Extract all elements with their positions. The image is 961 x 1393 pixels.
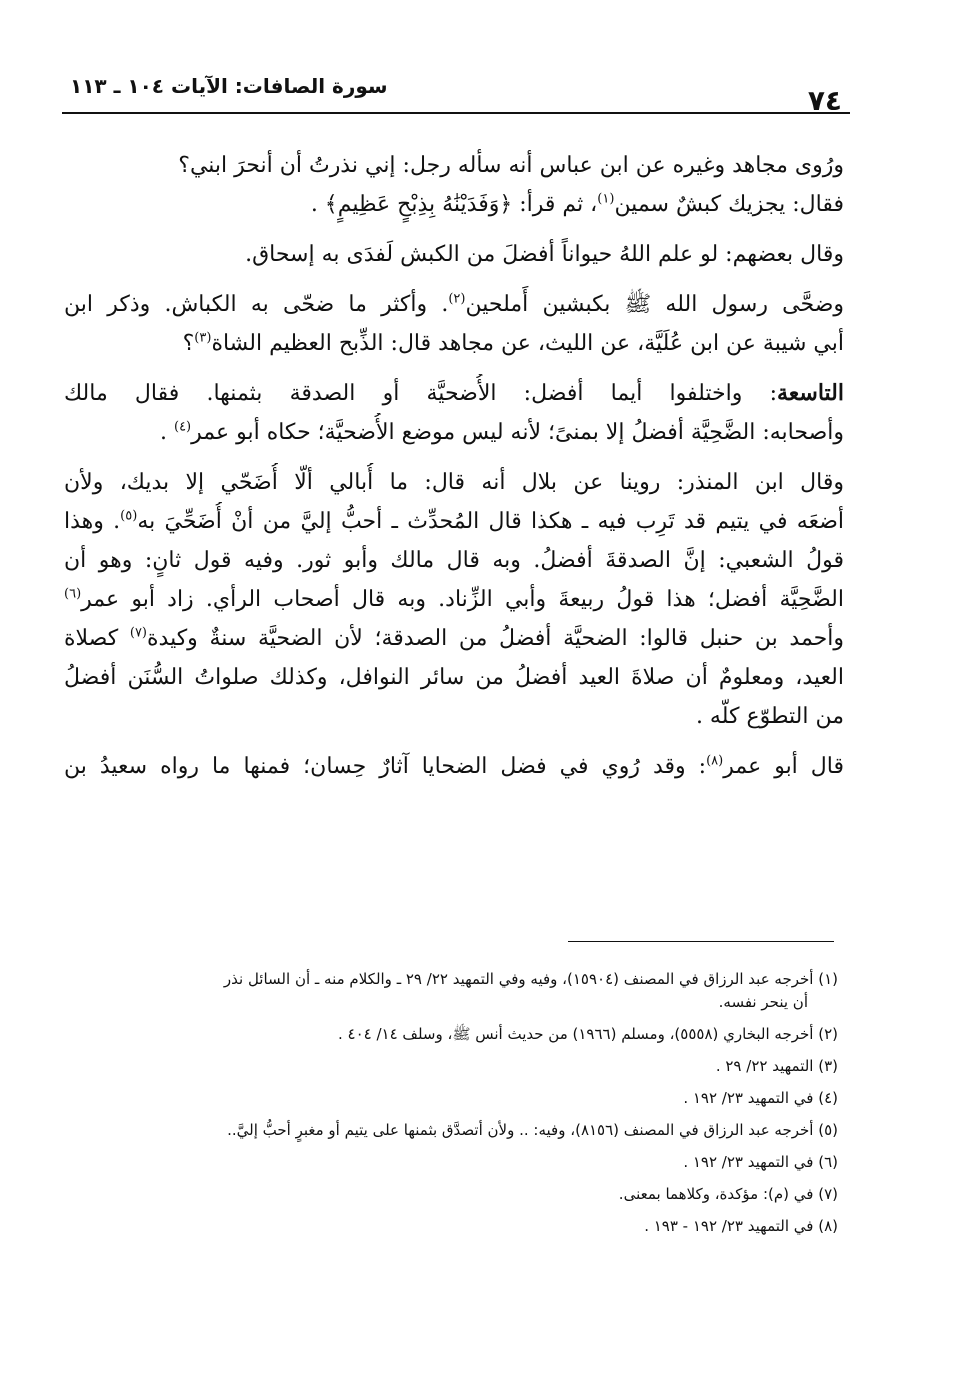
footnote-line: (٨) في التمهيد ٢٣/ ١٩٢ - ١٩٣ . xyxy=(644,1217,838,1235)
text-line xyxy=(64,413,844,452)
footnote-ref: (٢) xyxy=(448,291,466,307)
footnote xyxy=(76,1055,838,1078)
footnote-ref: (٦) xyxy=(64,586,82,602)
footnote-ref: (٨) xyxy=(706,753,724,769)
line-text: العيد، ومعلومٌ أن صلاةَ العيد أفضلُ من سائر النوافل، وكذلك صلواتُ السُّنَن أفضلُ xyxy=(64,665,844,690)
text-line xyxy=(64,580,844,619)
line-text-cont: . وهذا xyxy=(64,509,121,534)
page-number: ٧٤ xyxy=(807,84,842,117)
line-text-cont: كصلاة xyxy=(64,626,130,651)
footnote-line: (١) أخرجه عبد الرزاق في المصنف (١٥٩٠٤)، وفيه وفي التمهيد ٢٢/ ٢٩ ـ والكلام منه ـ أن السائل نذر xyxy=(223,970,838,988)
line-text-cont: . وأكثر ما ضحّى به الكباش. وذكر ابن xyxy=(64,292,449,317)
footnote-line: (٦) في التمهيد ٢٣/ ١٩٢ . xyxy=(683,1153,838,1171)
text-line xyxy=(64,541,844,580)
footnote-line: (٤) في التمهيد ٢٣/ ١٩٢ . xyxy=(683,1089,838,1107)
line-text: وضحَّى رسول الله ﷺ بكبشين أَملحين xyxy=(465,292,844,317)
text-line xyxy=(64,697,844,736)
footnote-ref: (٧) xyxy=(129,625,147,641)
line-text: قال أبو عمر xyxy=(723,754,844,779)
footnote-ref: (٤) xyxy=(173,419,192,435)
footnote-ref: (٣) xyxy=(194,330,212,346)
line-text-cont: ، ثم قرأ: ﴿وَفَدَيْنَٰهُ بِذِبْحٍ عَظِيمٍ﴾ . xyxy=(310,192,598,217)
line-text: : واختلفوا أيما أفضل: الأُضحيَّة أو الصدقة بثمنها. فقال مالك xyxy=(64,381,777,406)
footnote xyxy=(76,968,838,1014)
line-text: قولُ الشعبي: إنَّ الصدقةَ أفضلُ. وبه قال مالك وأبو ثور. وفيه قول ثانٍ: وهو أن xyxy=(64,548,844,573)
text-line xyxy=(64,463,844,502)
line-text-cont: . xyxy=(159,420,174,445)
footnote-ref: (٥) xyxy=(120,508,138,524)
line-text: أبي شيبة عن ابن عُلَيَّة، عن الليث، عن مجاهد قال: الذِّبح العظيم الشاة xyxy=(211,331,844,356)
line-text: فقال: يجزيك كبشٌ سمين xyxy=(614,192,844,217)
text-line xyxy=(64,146,844,185)
footnote xyxy=(76,1183,838,1206)
line-text: ورُوى مجاهد وغيره عن ابن عباس أنه سأله رجل: إني نذرتُ أن أنحرَ ابني؟ xyxy=(178,153,844,178)
text-line xyxy=(64,235,844,274)
footnote-line: (٣) التمهيد ٢٢/ ٢٩ . xyxy=(715,1057,838,1075)
line-text: الضَّحِيَّة أفضل؛ هذا قولُ ربيعةَ وأبي الزِّناد. وبه قال أصحاب الرأي. زاد أبو عمر xyxy=(81,587,844,612)
text-line xyxy=(64,285,844,324)
header-rule xyxy=(62,112,850,114)
main-text xyxy=(64,146,844,786)
line-text: وأصحابه: الضَّحِيَّة أفضلُ إلا بمنىً؛ لأنه ليس موضع الأُضحيَّة؛ حكاه أبو عمر xyxy=(191,420,844,445)
footnote-line: أن ينحر نفسه. xyxy=(718,993,808,1011)
line-text: وقال بعضهم: لو علم اللهُ حيواناً أفضلَ من الكبش لَفدَى به إسحاق. xyxy=(245,242,844,267)
footnote xyxy=(76,1215,838,1238)
line-text: أضعَه في يتيم قد تَرِب فيه ـ هكذا قال المُحدِّث ـ أحبُّ إليَّ من أنْ أُضَحِّيَ به xyxy=(137,509,844,534)
line-text: من التطوّع كلّه . xyxy=(695,704,844,729)
footnote xyxy=(76,1023,838,1046)
footnote-line: (٢) أخرجه البخاري (٥٥٥٨)، ومسلم (١٩٦٦) من حديث أنس ﷺ، وسلف ١٤/ ٤٠٤ . xyxy=(337,1025,838,1043)
footnote xyxy=(76,1151,838,1174)
section-label: التاسعة xyxy=(777,380,844,406)
text-line xyxy=(64,185,844,224)
footnotes xyxy=(76,968,838,1247)
line-text: وقال ابن المنذر: روينا عن بلال أنه قال: ما أُبالي ألّا أُضَحّي إلا بديك، ولأن xyxy=(64,470,844,495)
text-line xyxy=(64,324,844,363)
page-header xyxy=(62,66,850,117)
footnote-line: (٥) أخرجه عبد الرزاق في المصنف (٨١٥٦)، وفيه: .. ولأن أتصدَّق بثمنها على يتيم أو مغبرٍ أحبُّ إليَّ.. xyxy=(227,1121,838,1139)
footnote-ref: (١) xyxy=(597,191,615,207)
text-line xyxy=(64,747,844,786)
text-line xyxy=(64,619,844,658)
line-text: وأحمد بن حنبل قالوا: الضحيَّة أفضلُ من الصدقة؛ لأن الضحيَّة سنةٌ وكيدة xyxy=(147,626,844,651)
footnote xyxy=(76,1087,838,1110)
text-line xyxy=(64,658,844,697)
text-line xyxy=(64,502,844,541)
text-line xyxy=(64,374,844,413)
footnote-line: (٧) في (م): مؤكدة، وكلاهما بمعنى. xyxy=(618,1185,838,1203)
line-text-cont: ؟ xyxy=(182,331,195,356)
footnote-separator xyxy=(568,941,834,942)
footnote xyxy=(76,1119,838,1142)
line-text-cont: : وقد رُوي في فضل الضحايا آثارٌ حِسان؛ فمنها ما رواه سعيدُ بن xyxy=(64,754,707,779)
running-title: سورة الصافات: الآيات ١٠٤ ـ ١١٣ xyxy=(70,74,388,98)
